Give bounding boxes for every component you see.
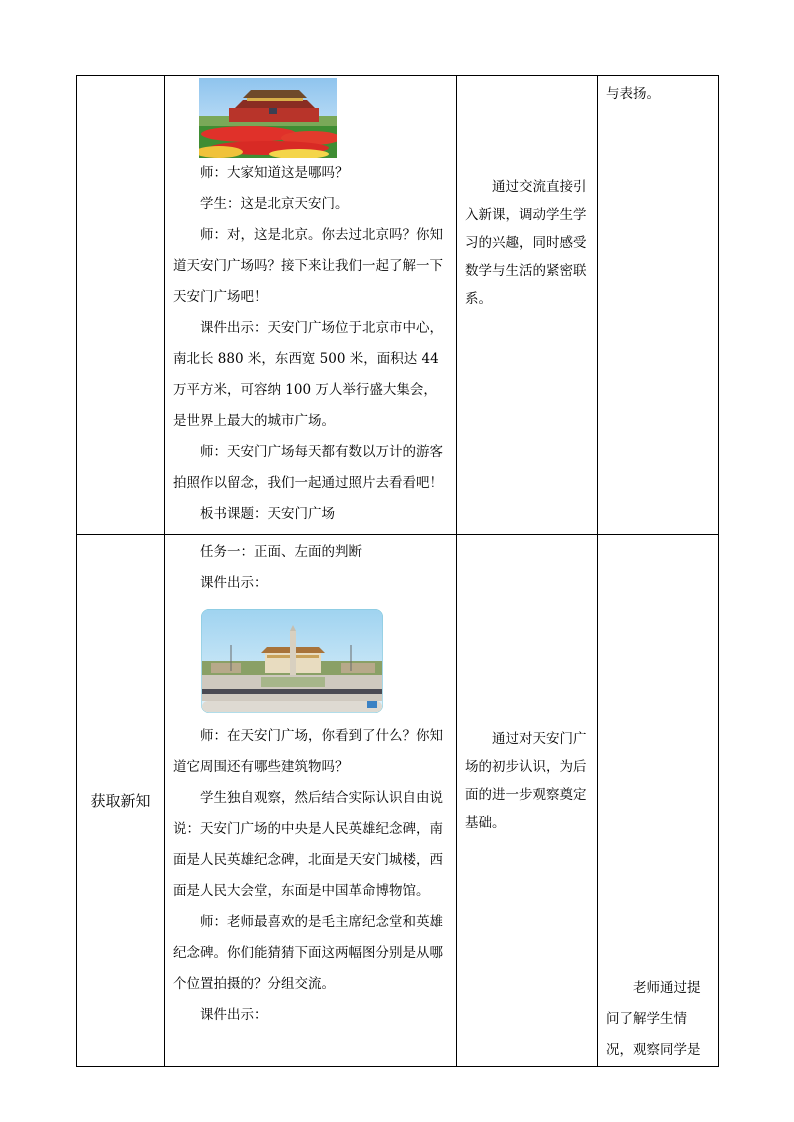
purpose-cell [457, 76, 598, 535]
tiananmen-square-photo [201, 609, 383, 713]
design-purpose-text: 通过对天安门广场的初步认识，为后面的进一步观察奠定基础。 [465, 731, 587, 831]
assessment-note-text: 老师通过提问了解学生情况，观察同学是 [606, 980, 701, 1058]
table-row [77, 535, 719, 1067]
dialogue-line: 师：大家知道这是哪吗？ [200, 165, 349, 181]
dialogue-line: 师：在天安门广场，你看到了什么？你知道它周围还有哪些建筑物吗？ [173, 728, 443, 775]
stage-cell-empty [77, 76, 165, 535]
stage-label: 获取新知 [90, 792, 151, 810]
table-row [77, 76, 719, 535]
assessment-note-text: 与表扬。 [606, 86, 660, 102]
lesson-plan-table [76, 75, 719, 1067]
activity-cell [165, 535, 457, 1067]
courseware-label: 课件出示： [200, 575, 268, 591]
purpose-cell [457, 535, 598, 1067]
note-cell [598, 535, 719, 1067]
stage-cell [77, 535, 165, 1067]
task-heading: 任务一：正面、左面的判断 [200, 544, 362, 560]
dialogue-line: 师：对，这是北京。你去过北京吗？你知道天安门广场吗？接下来让我们一起了解一下天安门广场吧！ [173, 227, 443, 305]
student-activity-text: 学生独自观察，然后结合实际认识自由说说：天安门广场的中央是人民英雄纪念碑，南面是人民英雄纪念碑，北面是天安门城楼，西面是人民大会堂，东面是中国革命博物馆。 [173, 790, 443, 899]
blackboard-title: 板书课题：天安门广场 [200, 506, 335, 522]
activity-cell [165, 76, 457, 535]
courseware-text: 课件出示：天安门广场位于北京市中心，南北长 880 米，东西宽 500 米，面积达 44 万平方米，可容纳 100 万人举行盛大集会，是世界上最大的城市广场。 [173, 320, 443, 429]
courseware-label: 课件出示： [200, 1007, 268, 1023]
tiananmen-gate-photo [199, 78, 337, 158]
note-cell [598, 76, 719, 535]
design-purpose-text: 通过交流直接引入新课，调动学生学习的兴趣，同时感受数学与生活的紧密联系。 [465, 179, 587, 307]
dialogue-line: 师：老师最喜欢的是毛主席纪念堂和英雄纪念碑。你们能猜猜下面这两幅图分别是从哪个位置拍摄的？分组交流。 [173, 914, 443, 992]
dialogue-line: 学生：这是北京天安门。 [200, 196, 349, 212]
dialogue-line: 师：天安门广场每天都有数以万计的游客拍照作以留念，我们一起通过照片去看看吧！ [173, 444, 443, 491]
